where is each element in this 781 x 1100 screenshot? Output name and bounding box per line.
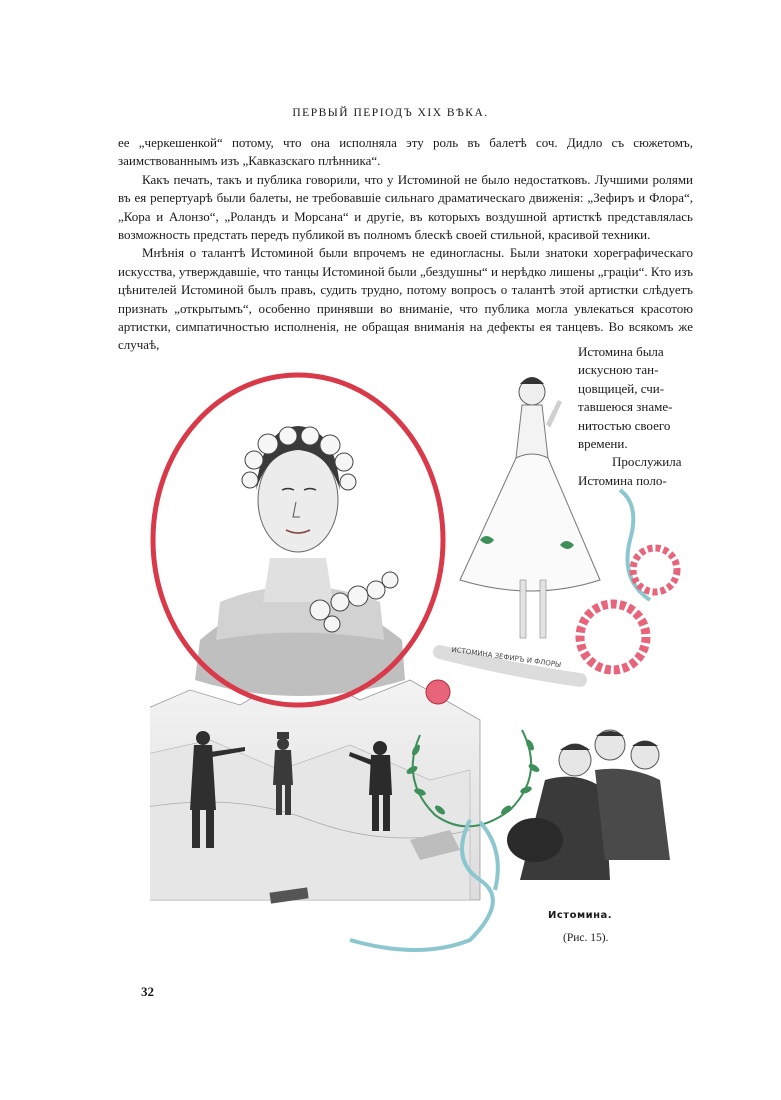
dancer-figure xyxy=(460,377,600,638)
side-line: времени. xyxy=(578,436,628,452)
banner-text: ИСТОМИНА ЗЕФИРЪ И ФЛОРЫ xyxy=(451,645,562,670)
body-text xyxy=(118,134,693,355)
paragraph-2: Какъ печать, такъ и публика говорили, что у Истоминой не было недостатковъ. Лучшими ролями въ ея репертуарѣ были балеты, не требовавшіе сильнаго драматическаго движенія: „Зефиръ и Флора“, „Кора и Алонзо“, „Роландъ и Морсана“ и другіе, въ которыхъ воздушной артисткѣ представлялась возможность предстать передъ публикой въ полномъ блескѣ своей стильной, красивой техники. xyxy=(118,171,693,243)
side-line: тавшеюся знаме- xyxy=(578,399,673,415)
group-of-men xyxy=(507,730,670,880)
side-line: Прослужила xyxy=(612,454,682,470)
running-head: ПЕРВЫЙ ПЕРІОДЪ XIX ВѢКА. xyxy=(292,107,489,119)
side-line: искусною тан- xyxy=(578,362,659,378)
portrait-istomina xyxy=(153,375,443,705)
side-line: нитостью своего xyxy=(578,417,671,433)
paragraph-3: Мнѣнія о талантѣ Истоминой были впрочемъ не единогласны. Были знатоки хореграфическаго искусства, утверждавшіе, что танцы Истоминой были „бездушны“ и нерѣдко лишены „граціи“. Кто изъ цѣнителей Истоминой былъ правъ, судить трудно, потому вопросъ о талантѣ этой артистки слѣдуетъ признать „открытымъ“, особенно принявши во вниманіе, что публика могла увлекаться красотою артистки, симпатичностью исполненія, не обращая вниманія на дефекты ея танцевъ. Во всякомъ же случаѣ, xyxy=(118,245,693,353)
illustration-istomina xyxy=(150,340,710,960)
banner-ribbon xyxy=(440,646,580,680)
side-line: Истомина поло- xyxy=(578,472,667,488)
side-line: Истомина была xyxy=(578,344,664,359)
paragraph-1: ее „черкешенкой“ потому, что она исполняла эту роль въ балетѣ соч. Дидло съ сюжетомъ, заимствованнымъ изъ „Кавказскаго плѣнника“. xyxy=(118,135,693,169)
figure-reference: (Рис. 15). xyxy=(563,932,609,944)
side-line: цовщицей, счи- xyxy=(578,380,665,396)
page-number: 32 xyxy=(141,984,154,999)
figure-caption: Истомина. xyxy=(548,910,613,921)
